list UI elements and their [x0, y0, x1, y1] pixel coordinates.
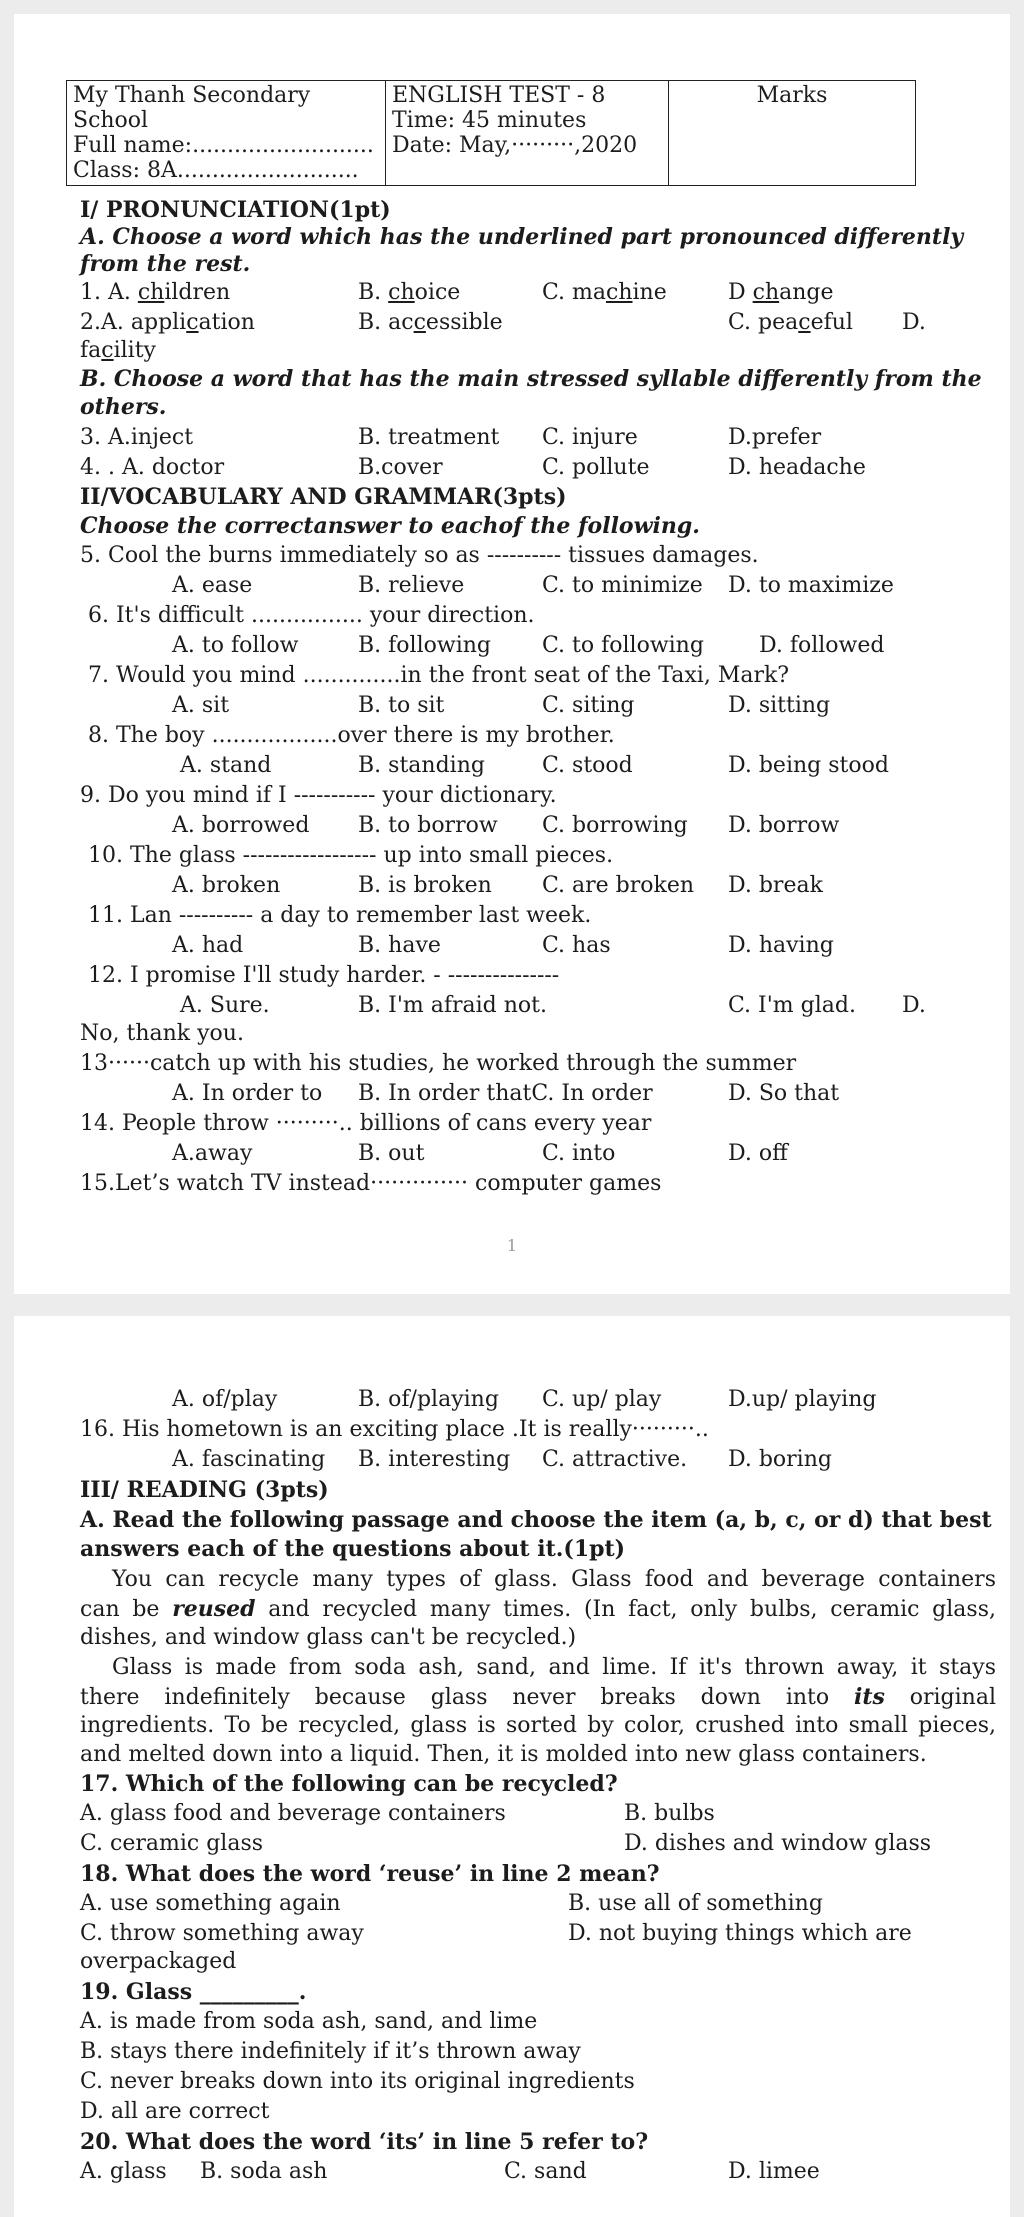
q12-question: 12. I promise I'll study harder. - --------------- — [88, 963, 560, 988]
q17-b: B. bulbs — [624, 1801, 715, 1826]
q8-d: D. being stood — [728, 753, 889, 778]
q7-question: 7. Would you mind ..............in the front seat of the Taxi, Mark? — [88, 663, 790, 688]
section-2-instruction: Choose the correctanswer to eachof the following. — [80, 513, 700, 539]
q18-d: D. not buying things which are — [568, 1921, 912, 1946]
q13-d: D. So that — [728, 1081, 840, 1106]
q2-c: C. peaceful — [728, 310, 853, 335]
q15-b: B. of/playing — [358, 1387, 499, 1412]
q20-b: B. soda ash — [200, 2159, 328, 2184]
q17-d: D. dishes and window glass — [624, 1831, 932, 1856]
q7-b: B. to sit — [358, 693, 445, 718]
passage-line-5: there indefinitely because glass never breaks down into its original — [80, 1684, 996, 1710]
test-title: ENGLISH TEST - 8 — [392, 83, 606, 108]
q14-question: 14. People throw ·········.. billions of cans every year — [80, 1111, 652, 1136]
q10-question: 10. The glass ------------------ up into small pieces. — [88, 843, 614, 868]
q18-d-wrap: overpackaged — [80, 1949, 237, 1974]
q7-d: D. sitting — [728, 693, 831, 718]
marks-label: Marks — [756, 83, 828, 108]
reading-instruction-2: answers each of the questions about it.(1pt) — [80, 1536, 626, 1562]
q13-a: A. In order to — [172, 1081, 323, 1106]
passage-line-3: dishes, and window glass can't be recycled.) — [80, 1625, 577, 1650]
q14-b: B. out — [358, 1141, 425, 1166]
q2-b: B. accessible — [358, 310, 503, 335]
q3-b: B. treatment — [358, 425, 500, 450]
section-b-instruction-2: others. — [80, 394, 167, 420]
q16-b: B. interesting — [358, 1447, 511, 1472]
q2-a: 2.A. application — [80, 310, 255, 335]
section-vocab-grammar: II/VOCABULARY AND GRAMMAR(3pts) — [80, 484, 567, 510]
passage-line-4: Glass is made from soda ash, sand, and lime. If it's thrown away, it stays — [112, 1655, 996, 1680]
test-time: Time: 45 minutes — [392, 108, 587, 133]
q14-c: C. into — [542, 1141, 616, 1166]
q18-a: A. use something again — [80, 1891, 341, 1916]
q2-d: D. — [902, 310, 926, 335]
q12-d: D. — [902, 993, 926, 1018]
q6-b: B. following — [358, 633, 491, 658]
q7-c: C. siting — [542, 693, 635, 718]
section-b-instruction: B. Choose a word that has the main stressed syllable differently from the — [80, 366, 982, 392]
q8-question: 8. The boy ..................over there is my brother. — [88, 723, 615, 748]
q12-d-wrap: No, thank you. — [80, 1021, 244, 1046]
passage-line-6: ingredients. To be recycled, glass is sorted by color, crushed into small pieces, — [80, 1713, 996, 1738]
q13-b: B. In order thatC. In order — [358, 1081, 653, 1106]
q1-a: 1. A. children — [80, 280, 231, 305]
page-2 — [14, 1316, 1010, 2217]
q11-b: B. have — [358, 933, 441, 958]
q19-c: C. never breaks down into its original ingredients — [80, 2069, 635, 2094]
q16-d: D. boring — [728, 1447, 832, 1472]
q11-a: A. had — [172, 933, 244, 958]
q20-c: C. sand — [504, 2159, 587, 2184]
q12-a: A. Sure. — [180, 993, 270, 1018]
section-pronunciation: I/ PRONUNCIATION(1pt) — [80, 197, 391, 223]
q20-d: D. limee — [728, 2159, 820, 2184]
q9-c: C. borrowing — [542, 813, 688, 838]
q1-d: D change — [728, 280, 834, 305]
q20-question: 20. What does the word ‘its’ in line 5 refer to? — [80, 2129, 649, 2155]
q16-a: A. fascinating — [172, 1447, 326, 1472]
q10-b: B. is broken — [358, 873, 492, 898]
q11-d: D. having — [728, 933, 834, 958]
q2-d-wrap: facility — [80, 338, 156, 363]
q5-b: B. relieve — [358, 573, 465, 598]
page-1 — [14, 14, 1010, 1294]
q17-a: A. glass food and beverage containers — [80, 1801, 506, 1826]
q6-d: D. followed — [759, 633, 885, 658]
q1-b: B. choice — [358, 280, 461, 305]
q15-a: A. of/play — [172, 1387, 278, 1412]
q15-c: C. up/ play — [542, 1387, 662, 1412]
q1-c: C. machine — [542, 280, 667, 305]
q12-b: B. I'm afraid not. — [358, 993, 547, 1018]
q9-b: B. to borrow — [358, 813, 498, 838]
q5-c: C. to minimize — [542, 573, 703, 598]
q19-d: D. all are correct — [80, 2099, 270, 2124]
school-name: My Thanh Secondary School — [73, 83, 311, 133]
q5-d: D. to maximize — [728, 573, 894, 598]
page-number: 1 — [506, 1236, 518, 1255]
q19-b: B. stays there indefinitely if it’s thrown away — [80, 2039, 581, 2064]
q9-question: 9. Do you mind if I ----------- your dictionary. — [80, 783, 557, 808]
q9-d: D. borrow — [728, 813, 840, 838]
q15-question: 15.Let’s watch TV instead·············· computer games — [80, 1171, 662, 1196]
q11-c: C. has — [542, 933, 611, 958]
q8-b: B. standing — [358, 753, 485, 778]
q4-b: B.cover — [358, 455, 443, 480]
section-a-instruction-2: from the rest. — [80, 251, 251, 277]
q8-a: A. stand — [180, 753, 272, 778]
header-table — [66, 80, 916, 186]
q8-c: C. stood — [542, 753, 633, 778]
q5-a: A. ease — [172, 573, 253, 598]
passage-line-1: You can recycle many types of glass. Glass food and beverage containers — [112, 1567, 996, 1592]
q3-d: D.prefer — [728, 425, 822, 450]
q3-c: C. injure — [542, 425, 638, 450]
q14-a: A.away — [172, 1141, 253, 1166]
q4-a: 4. . A. doctor — [80, 455, 225, 480]
q18-question: 18. What does the word ‘reuse’ in line 2 mean? — [80, 1861, 660, 1887]
q6-question: 6. It's difficult ................ your direction. — [88, 603, 535, 628]
q3-a: 3. A.inject — [80, 425, 194, 450]
test-date: Date: May,·········,2020 — [392, 133, 638, 158]
q7-a: A. sit — [172, 693, 230, 718]
q10-c: C. are broken — [542, 873, 695, 898]
q19-question: 19. Glass _________. — [80, 1979, 307, 2005]
q6-c: C. to following — [542, 633, 704, 658]
q4-c: C. pollute — [542, 455, 650, 480]
q16-question: 16. His hometown is an exciting place .It is really·········.. — [80, 1417, 709, 1442]
q17-question: 17. Which of the following can be recycled? — [80, 1771, 618, 1797]
q10-a: A. broken — [172, 873, 281, 898]
q11-question: 11. Lan ---------- a day to remember last week. — [88, 903, 592, 928]
q5-question: 5. Cool the burns immediately so as ---------- tissues damages. — [80, 543, 759, 568]
passage-line-2: can be reused and recycled many times. (In fact, only bulbs, ceramic glass, — [80, 1596, 996, 1622]
q4-d: D. headache — [728, 455, 866, 480]
q18-c: C. throw something away — [80, 1921, 364, 1946]
q16-c: C. attractive. — [542, 1447, 688, 1472]
q9-a: A. borrowed — [172, 813, 310, 838]
q6-a: A. to follow — [172, 633, 299, 658]
q14-d: D. off — [728, 1141, 788, 1166]
q18-b: B. use all of something — [568, 1891, 823, 1916]
passage-line-7: and melted down into a liquid. Then, it is molded into new glass containers. — [80, 1742, 927, 1767]
q10-d: D. break — [728, 873, 823, 898]
reading-instruction: A. Read the following passage and choose the item (a, b, c, or d) that best — [80, 1507, 992, 1533]
q15-d: D.up/ playing — [728, 1387, 877, 1412]
full-name-field: Full name:.......................... — [73, 133, 374, 158]
q12-c: C. I'm glad. — [728, 993, 856, 1018]
class-field: Class: 8A.......................... — [73, 158, 359, 183]
q17-c: C. ceramic glass — [80, 1831, 264, 1856]
q19-a: A. is made from soda ash, sand, and lime — [80, 2009, 538, 2034]
section-a-instruction: A. Choose a word which has the underlined part pronounced differently — [80, 224, 964, 250]
section-reading: III/ READING (3pts) — [80, 1477, 329, 1503]
q20-a: A. glass — [80, 2159, 167, 2184]
q13-question: 13······catch up with his studies, he worked through the summer — [80, 1051, 797, 1076]
